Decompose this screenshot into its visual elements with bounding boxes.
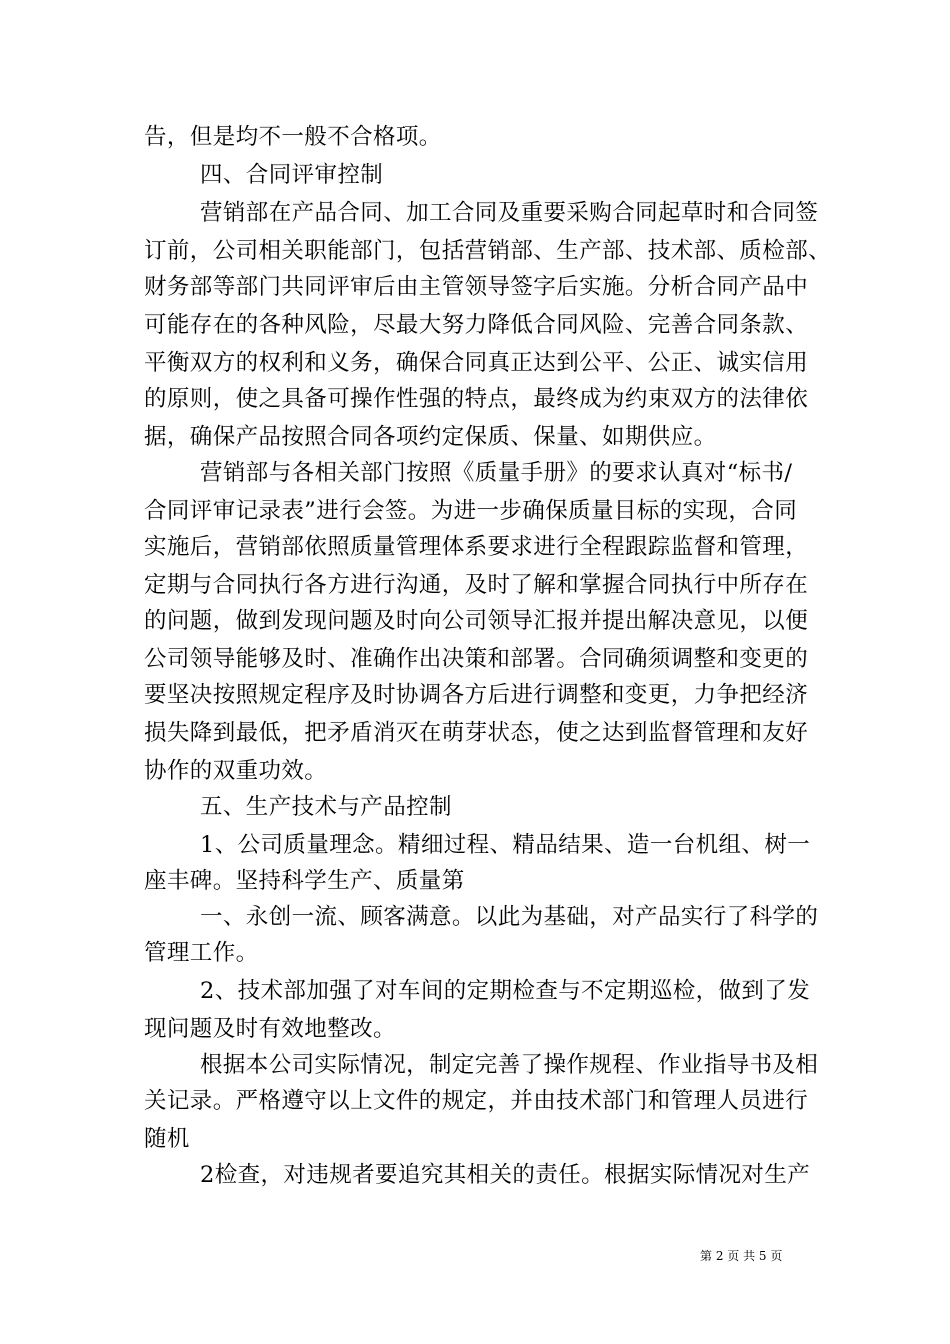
text-line: 告，但是均不一般不合格项。 <box>144 124 442 150</box>
text-line: 根据本公司实际情况，制定完善了操作规程、作业指导书及相 <box>200 1052 819 1078</box>
text-line: 合同评审记录表”进行会签。为进一步确保质量目标的实现，合同 <box>144 498 798 524</box>
text-line: 的原则，使之具备可操作性强的特点，最终成为约束双方的法律依 <box>144 386 809 412</box>
text-line: 管理工作。 <box>144 940 259 966</box>
text-line: 2检查，对违规者要追究其相关的责任。根据实际情况对生产 <box>200 1162 811 1188</box>
text-line: 座丰碑。坚持科学生产、质量第 <box>144 868 465 894</box>
text-line: 财务部等部门共同评审后由主管领导签字后实施。分析合同产品中 <box>144 274 809 300</box>
text-line: 平衡双方的权利和义务，确保合同真正达到公平、公正、诚实信用 <box>144 350 809 376</box>
text-line: 损失降到最低，把矛盾消灭在萌芽状态，使之达到监督管理和友好 <box>144 720 809 746</box>
page-number: 第 2 页 共 5 页 <box>700 1249 783 1263</box>
text-line: 一、永创一流、顾客满意。以此为基础，对产品实行了科学的 <box>200 904 819 930</box>
text-line: 关记录。严格遵守以上文件的规定，并由技术部门和管理人员进行 <box>144 1088 809 1114</box>
section-heading: 四、合同评审控制 <box>200 162 384 188</box>
text-line: 随机 <box>144 1126 190 1152</box>
text-line: 协作的双重功效。 <box>144 758 328 784</box>
text-line: 订前，公司相关职能部门，包括营销部、生产部、技术部、质检部、 <box>144 238 832 264</box>
text-line: 2、技术部加强了对车间的定期检查与不定期巡检，做到了发 <box>200 978 811 1004</box>
text-line: 公司领导能够及时、准确作出决策和部署。合同确须调整和变更的 <box>144 646 809 672</box>
text-line: 实施后，营销部依照质量管理体系要求进行全程跟踪监督和管理， <box>144 534 809 560</box>
text-line: 营销部在产品合同、加工合同及重要采购合同起草时和合同签 <box>200 200 819 226</box>
text-line: 定期与合同执行各方进行沟通，及时了解和掌握合同执行中所存在 <box>144 572 809 598</box>
section-heading: 五、生产技术与产品控制 <box>200 794 452 820</box>
text-line: 现问题及时有效地整改。 <box>144 1016 396 1042</box>
text-line: 要坚决按照规定程序及时协调各方后进行调整和变更，力争把经济 <box>144 682 809 708</box>
text-line: 1、公司质量理念。精细过程、精品结果、造一台机组、树一 <box>200 832 811 858</box>
text-line: 营销部与各相关部门按照《质量手册》的要求认真对“标书/ <box>200 460 793 486</box>
text-line: 可能存在的各种风险，尽最大努力降低合同风险、完善合同条款、 <box>144 312 809 338</box>
text-line: 据，确保产品按照合同各项约定保质、保量、如期供应。 <box>144 424 717 450</box>
text-line: 的问题，做到发现问题及时向公司领导汇报并提出解决意见，以便 <box>144 608 809 634</box>
